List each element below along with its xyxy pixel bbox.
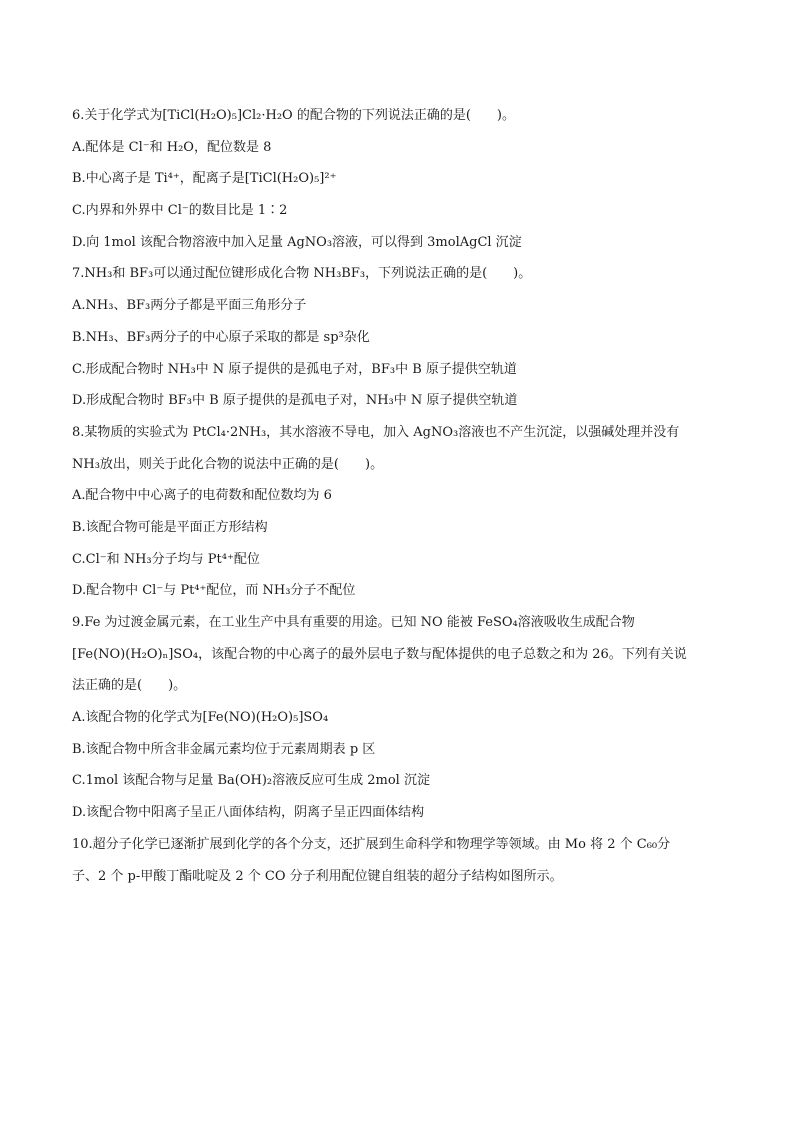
option-b: B.NH₃、BF₃两分子的中心原子采取的都是 sp³杂化 bbox=[72, 329, 370, 345]
question-stem-line-2: [Fe(NO)(H₂O)ₙ]SO₄，该配合物的中心离子的最外层电子数与配体提供的电子总数之和为 26。下列有关说 bbox=[72, 646, 687, 662]
option-c: C.1mol 该配合物与足量 Ba(OH)₂溶液反应可生成 2mol 沉淀 bbox=[72, 773, 430, 789]
question-stem: 7.NH₃和 BF₃可以通过配位键形成化合物 NH₃BF₃，下列说法正确的是( )。 bbox=[72, 266, 532, 282]
option-c: C.形成配合物时 NH₃中 N 原子提供的是孤电子对，BF₃中 B 原子提供空轨道 bbox=[72, 361, 517, 377]
option-d: D.形成配合物时 BF₃中 B 原子提供的是孤电子对，NH₃中 N 原子提供空轨道 bbox=[72, 393, 518, 409]
question-7 bbox=[72, 258, 722, 416]
question-stem-line-1: 8.某物质的实验式为 PtCl₄·2NH₃，其水溶液不导电，加入 AgNO₃溶液也不产生沉淀，以强碱处理并没有 bbox=[72, 424, 680, 440]
question-stem: 6.关于化学式为[TiCl(H₂O)₅]Cl₂·H₂O 的配合物的下列说法正确的是( )。 bbox=[72, 108, 515, 123]
option-d: D.配合物中 Cl⁻与 Pt⁴⁺配位，而 NH₃分子不配位 bbox=[72, 583, 356, 599]
question-stem-line-1: 9.Fe 为过渡金属元素，在工业生产中具有重要的用途。已知 NO 能被 FeSO₄溶液吸收生成配合物 bbox=[72, 615, 635, 630]
question-10 bbox=[72, 829, 722, 892]
option-c: C.内界和外界中 Cl⁻的数目比是 1∶2 bbox=[72, 203, 288, 219]
option-b: B.中心离子是 Ti⁴⁺，配离子是[TiCl(H₂O)₅]²⁺ bbox=[72, 171, 337, 187]
option-a: A.NH₃、BF₃两分子都是平面三角形分子 bbox=[72, 298, 307, 314]
question-stem-line-2: NH₃放出，则关于此化合物的说法中正确的是( )。 bbox=[72, 456, 384, 472]
option-b: B.该配合物可能是平面正方形结构 bbox=[72, 519, 268, 535]
question-9 bbox=[72, 607, 722, 829]
option-d: D.该配合物中阳离子呈正八面体结构，阴离子呈正四面体结构 bbox=[72, 805, 425, 821]
option-a: A.配体是 Cl⁻和 H₂O，配位数是 8 bbox=[72, 139, 272, 155]
option-a: A.该配合物的化学式为[Fe(NO)(H₂O)₅]SO₄ bbox=[72, 710, 329, 726]
question-stem-line-3: 法正确的是( )。 bbox=[72, 678, 187, 694]
option-c: C.Cl⁻和 NH₃分子均与 Pt⁴⁺配位 bbox=[72, 551, 260, 567]
option-d: D.向 1mol 该配合物溶液中加入足量 AgNO₃溶液，可以得到 3molAgCl 沉淀 bbox=[72, 234, 522, 250]
question-stem-line-2: 子、2 个 p-甲酸丁酯吡啶及 2 个 CO 分子利用配位键自组装的超分子结构如图所示。 bbox=[72, 868, 563, 884]
question-stem-line-1: 10.超分子化学已逐渐扩展到化学的各个分支，还扩展到生命科学和物理学等领域。由 Mo 将 2 个 C₆₀分 bbox=[72, 836, 671, 852]
question-8 bbox=[72, 417, 722, 607]
question-list bbox=[72, 100, 722, 892]
option-a: A.配合物中中心离子的电荷数和配位数均为 6 bbox=[72, 488, 332, 504]
question-6 bbox=[72, 100, 722, 258]
option-b: B.该配合物中所含非金属元素均位于元素周期表 p 区 bbox=[72, 741, 376, 757]
